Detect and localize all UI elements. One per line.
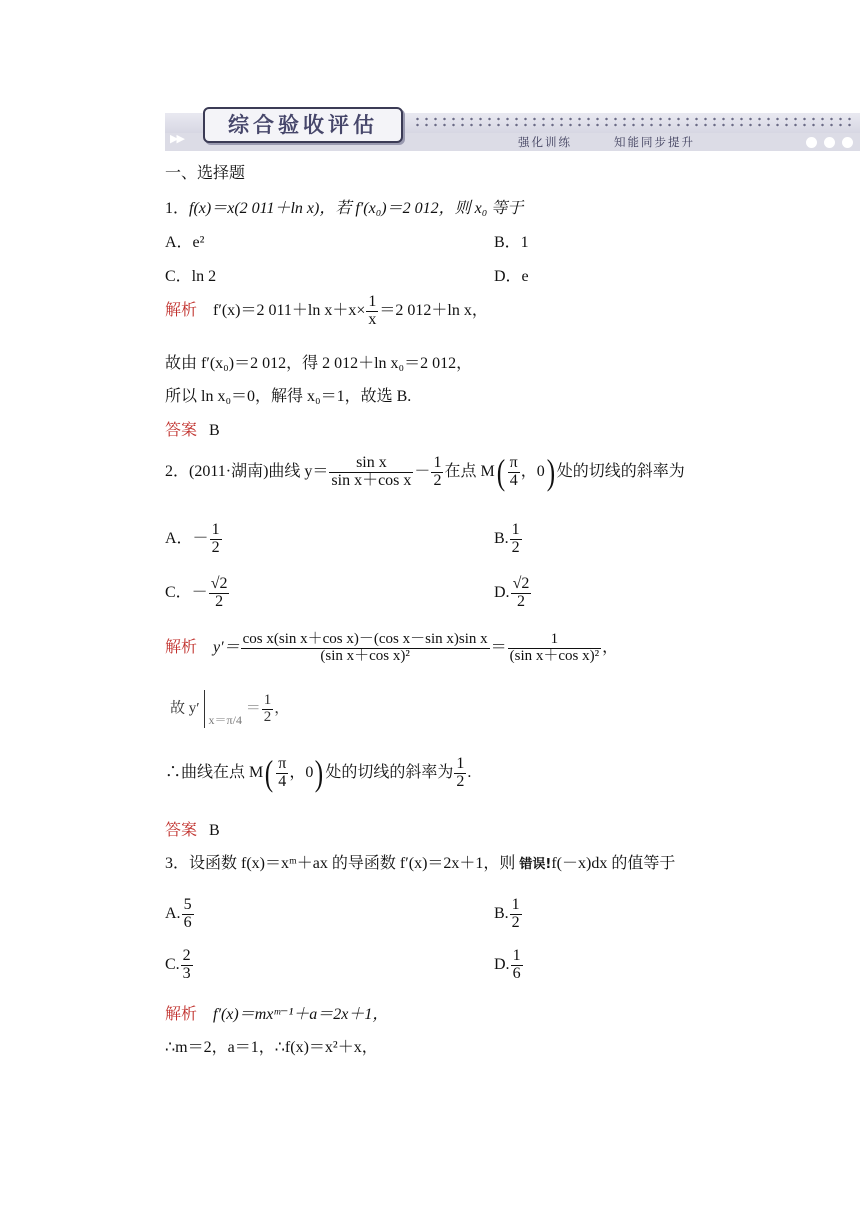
option-label: D.	[494, 955, 510, 973]
banner-subtitle-1: 强化训练	[518, 135, 572, 149]
q2-sol3-point-rest: ，0	[289, 763, 314, 781]
option-label: C.	[165, 955, 180, 973]
option-fraction	[510, 897, 522, 932]
fraction-denominator: (sin x＋cos x)²	[320, 647, 410, 664]
q2-stem-text-c: 处的切线的斜率为	[556, 462, 685, 480]
fraction-numerator: cos x(sin x＋cos x)－(cos x－sin x)sin x	[242, 631, 488, 647]
left-paren: (	[496, 452, 505, 493]
q2-sol3-period: .	[467, 763, 472, 781]
option-fraction	[511, 576, 532, 611]
fraction-numerator: 2	[182, 947, 191, 964]
answer-label: 答案	[165, 820, 198, 839]
fraction-denominator: 2	[211, 538, 220, 556]
circle-icon	[824, 137, 835, 148]
option-label: D.	[494, 583, 510, 601]
option-label: C．－	[165, 583, 208, 601]
q1-sol-fraction	[366, 294, 378, 329]
fraction-numerator: √2	[512, 575, 530, 592]
q1-answer	[165, 417, 220, 440]
evaluation-subscript: x＝π/4	[208, 713, 242, 728]
fraction-denominator: 3	[182, 964, 191, 982]
answer-label: 答案	[165, 420, 198, 439]
evaluation-bar	[204, 690, 205, 728]
q2-sol2-comma: ，	[274, 700, 290, 717]
q3-solution-line-1	[165, 1001, 388, 1024]
option-fraction	[210, 522, 222, 557]
fraction-denominator: 6	[183, 913, 192, 931]
option-fraction	[181, 948, 193, 983]
q1-option-c: C．ln 2	[165, 268, 217, 285]
right-paren: )	[546, 452, 555, 493]
fraction-numerator: 1	[456, 755, 465, 772]
q2-answer-value: B	[209, 822, 220, 839]
fraction-denominator: 2	[456, 772, 465, 790]
q2-option-c	[165, 576, 230, 611]
banner-subtitle-2: 知能同步提升	[614, 135, 695, 149]
q1-solution-line-1	[165, 294, 488, 329]
banner-dot-pattern	[413, 116, 853, 129]
fraction-numerator: 1	[512, 947, 521, 964]
q2-sol-comma: ，	[602, 638, 619, 656]
fraction-denominator: sin x＋cos x	[331, 471, 412, 489]
q3-stem-text-b: f(－x)dx 的值等于	[551, 855, 676, 872]
q2-option-b	[494, 522, 523, 557]
question-1-number: 1．	[165, 200, 190, 217]
fraction-denominator: x	[368, 310, 377, 328]
section-title: 综合验收评估	[203, 107, 403, 143]
fraction-numerator: 5	[183, 896, 192, 913]
analysis-label: 解析	[165, 636, 198, 656]
fraction-numerator: π	[278, 755, 287, 772]
fraction-numerator: 1	[508, 632, 602, 649]
q2-sol-text-a: y′＝	[213, 638, 240, 656]
option-label: B.	[494, 529, 509, 547]
fraction-denominator: 6	[512, 964, 521, 982]
q2-solution-line-1	[165, 632, 618, 665]
left-paren: (	[265, 753, 274, 794]
q2-sol3-point-fraction	[276, 756, 288, 791]
q2-sol2-fraction	[262, 693, 274, 726]
fraction-denominator: 2	[433, 471, 442, 489]
fraction-denominator: 2	[516, 592, 525, 610]
analysis-label: 解析	[165, 1004, 198, 1023]
section-heading: 一、选择题	[165, 163, 246, 182]
header-banner	[165, 107, 860, 151]
fraction-numerator: 1	[511, 896, 520, 913]
q1-option-a: A．e²	[165, 234, 205, 251]
fraction-numerator: 1	[511, 521, 520, 538]
fraction-numerator: 1	[433, 454, 442, 471]
fraction-numerator: 1	[211, 521, 220, 538]
q1-option-b: B．1	[494, 234, 529, 251]
fraction-numerator: √2	[210, 575, 228, 592]
question-2-stem	[165, 452, 685, 493]
q1-option-d: D．e	[494, 268, 529, 285]
q3-solution-line-2: ∴m＝2，a＝1，∴f(x)＝x²＋x，	[165, 1039, 378, 1056]
circle-icon	[806, 137, 817, 148]
q2-sol3-text-a: ∴曲线在点 M	[165, 763, 264, 781]
q3-stem-text-a: 3．设函数 f(x)＝xᵐ＋ax 的导函数 f′(x)＝2x＋1，则	[165, 855, 516, 872]
q2-stem-text-b: 在点 M	[444, 462, 495, 480]
q1-solution-line-3: 所以 ln x₀＝0，解得 x₀＝1，故选 B.	[165, 388, 412, 405]
q2-solution-line-2	[170, 690, 289, 728]
q3-option-c	[165, 948, 194, 983]
q2-minus: －	[414, 462, 431, 480]
q3-option-b	[494, 897, 523, 932]
option-label: A．－	[165, 529, 209, 547]
fraction-numerator: sin x	[329, 455, 413, 473]
q2-sol2-text: 故 y′	[170, 700, 200, 717]
option-fraction	[182, 897, 194, 932]
question-3-stem	[165, 850, 675, 873]
q1-answer-value: B	[209, 422, 220, 439]
q2-fraction-2	[431, 455, 443, 490]
fraction-denominator: 4	[509, 471, 518, 489]
fraction-numerator: π	[509, 454, 518, 471]
q2-fraction-1	[329, 455, 413, 490]
fraction-numerator: 1	[368, 293, 377, 310]
q3-option-d	[494, 948, 524, 983]
q1-sol-text-a: f′(x)＝2 011＋ln x＋x×	[213, 301, 366, 319]
q1-sol-text-b: ＝2 012＋ln x，	[379, 301, 488, 319]
option-fraction	[510, 522, 522, 557]
question-1-text: f(x)＝x(2 011＋ln x)，若 f′(x₀)＝2 012，则 x₀ 等于	[189, 200, 524, 217]
q2-option-d	[494, 576, 532, 611]
right-paren: )	[315, 753, 324, 794]
q2-answer	[165, 817, 220, 840]
fraction-numerator: 1	[263, 691, 272, 708]
q1-solution-line-2: 故由 f′(x₀)＝2 012，得 2 012＋ln x₀＝2 012，	[165, 355, 473, 372]
q2-sol2-equals: ＝	[245, 700, 261, 717]
error-marker: 错误!	[519, 857, 552, 872]
question-1-stem	[165, 195, 523, 218]
fraction-denominator: 2	[215, 592, 224, 610]
option-fraction	[511, 948, 523, 983]
q2-solution-line-3	[165, 753, 472, 794]
q2-point-rest: ，0	[520, 462, 545, 480]
q2-option-a	[165, 522, 223, 557]
q2-stem-text-a: 2．(2011·湖南)曲线 y＝	[165, 462, 329, 480]
q2-sol-fraction-2	[508, 632, 602, 665]
option-label: A.	[165, 904, 181, 922]
q3-sol1-text: f′(x)＝mxᵐ⁻¹＋a＝2x＋1，	[213, 1006, 389, 1023]
fraction-denominator: 2	[511, 538, 520, 556]
fraction-denominator: (sin x＋cos x)²	[509, 647, 600, 664]
option-fraction	[209, 576, 230, 611]
analysis-label: 解析	[165, 299, 198, 319]
double-arrow-icon: ▶▶	[170, 132, 183, 145]
option-label: B.	[494, 904, 509, 922]
q3-option-a	[165, 897, 195, 932]
fraction-denominator: 2	[511, 913, 520, 931]
q2-point-fraction	[508, 455, 520, 490]
q2-sol-equals: ＝	[490, 638, 507, 656]
q2-sol3-text-b: 处的切线的斜率为	[325, 763, 454, 781]
q2-sol-fraction-1	[241, 632, 490, 665]
q2-sol3-fraction	[454, 756, 466, 791]
fraction-denominator: 2	[263, 708, 272, 725]
circle-icon	[842, 137, 853, 148]
fraction-denominator: 4	[278, 772, 287, 790]
